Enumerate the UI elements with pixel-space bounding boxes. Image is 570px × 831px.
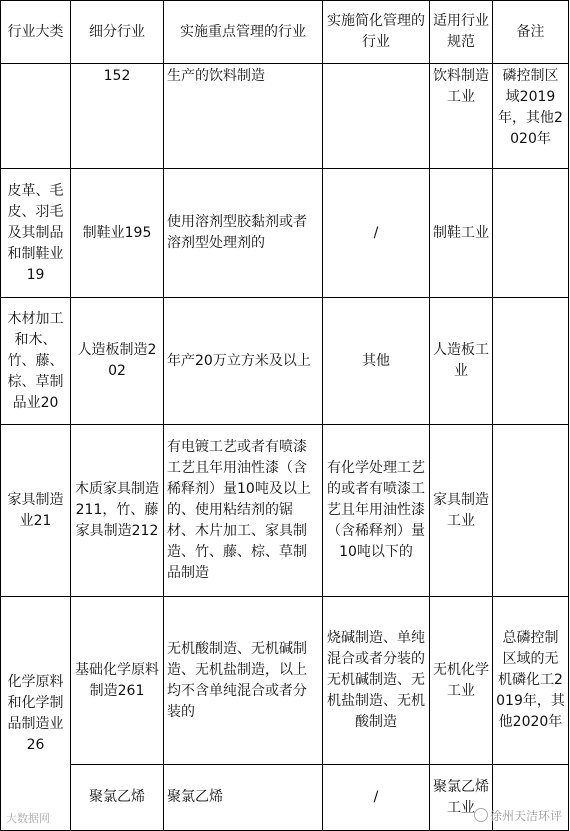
cell-note — [493, 169, 569, 298]
table-row — [1, 298, 569, 425]
table-row — [1, 425, 569, 597]
cell-note — [493, 298, 569, 425]
cell-simplified-management: 有化学处理工艺的或者有喷漆工艺且年用油性漆（含稀释剂）量10吨以下的 — [323, 425, 430, 597]
cell-subcategory: 制鞋业195 — [71, 169, 164, 298]
cell-simplified-management: / — [323, 765, 430, 831]
cell-note — [493, 425, 569, 597]
header-simplified-management: 实施简化管理的行业 — [323, 1, 430, 64]
cell-note: 磷控制区域2019年，其他2020年 — [493, 64, 569, 169]
cell-category: 化学原料和化学制品制造业26 — [1, 597, 71, 831]
cell-subcategory: 人造板制造202 — [71, 298, 164, 425]
cell-category — [1, 64, 71, 169]
watermark-right — [474, 807, 562, 824]
cell-norm: 制鞋工业 — [430, 169, 493, 298]
header-category: 行业大类 — [1, 1, 71, 64]
table-row — [1, 169, 569, 298]
cell-simplified-management: 其他 — [323, 298, 430, 425]
cell-note: 总磷控制区域的无机磷化工2019年，其他2020年 — [493, 597, 569, 765]
wechat-icon — [474, 808, 488, 822]
cell-key-management: 年产20万立方米及以上 — [164, 298, 323, 425]
cell-norm: 饮料制造工业 — [430, 64, 493, 169]
cell-norm: 无机化学工业 — [430, 597, 493, 765]
header-row — [1, 1, 569, 64]
cell-key-management: 有电镀工艺或者有喷漆工艺且年用油性漆（含稀释剂）量10吨及以上的、使用粘结剂的锯材、木片加工、家具制造、竹、藤、棕、草制品制造 — [164, 425, 323, 597]
cell-key-management: 生产的饮料制造 — [164, 64, 323, 169]
cell-subcategory: 基础化学原料制造261 — [71, 597, 164, 765]
cell-norm: 人造板工业 — [430, 298, 493, 425]
cell-category: 皮革、毛皮、羽毛及其制品和制鞋业19 — [1, 169, 71, 298]
table-row — [1, 597, 569, 765]
cell-simplified-management: 烧碱制造、单纯混合或者分装的无机碱制造、无机盐制造、无机酸制造 — [323, 597, 430, 765]
cell-subcategory: 木质家具制造211，竹、藤家具制造212 — [71, 425, 164, 597]
cell-category: 木材加工和木、竹、藤、棕、草制品业20 — [1, 298, 71, 425]
watermark-left — [6, 810, 50, 826]
cell-key-management: 无机酸制造、无机碱制造、无机盐制造，以上均不含单纯混合或者分装的 — [164, 597, 323, 765]
cell-subcategory: 152 — [71, 64, 164, 169]
watermark-right-text: 徐州天洁环评 — [489, 809, 562, 823]
cell-key-management: 使用溶剂型胶黏剂或者溶剂型处理剂的 — [164, 169, 323, 298]
header-key-management: 实施重点管理的行业 — [164, 1, 323, 64]
cell-key-management: 聚氯乙烯 — [164, 765, 323, 831]
header-note: 备注 — [493, 1, 569, 64]
cell-category: 家具制造业21 — [1, 425, 71, 597]
cell-subcategory: 聚氯乙烯 — [71, 765, 164, 831]
table-row — [1, 64, 569, 169]
cell-simplified-management — [323, 64, 430, 169]
cell-norm: 家具制造工业 — [430, 425, 493, 597]
cell-simplified-management: / — [323, 169, 430, 298]
watermark-left-text: 大数据网 — [6, 812, 50, 825]
cell-norm: 聚氯乙烯工业 — [430, 765, 493, 831]
header-subcategory: 细分行业 — [71, 1, 164, 64]
header-norm: 适用行业规范 — [430, 1, 493, 64]
